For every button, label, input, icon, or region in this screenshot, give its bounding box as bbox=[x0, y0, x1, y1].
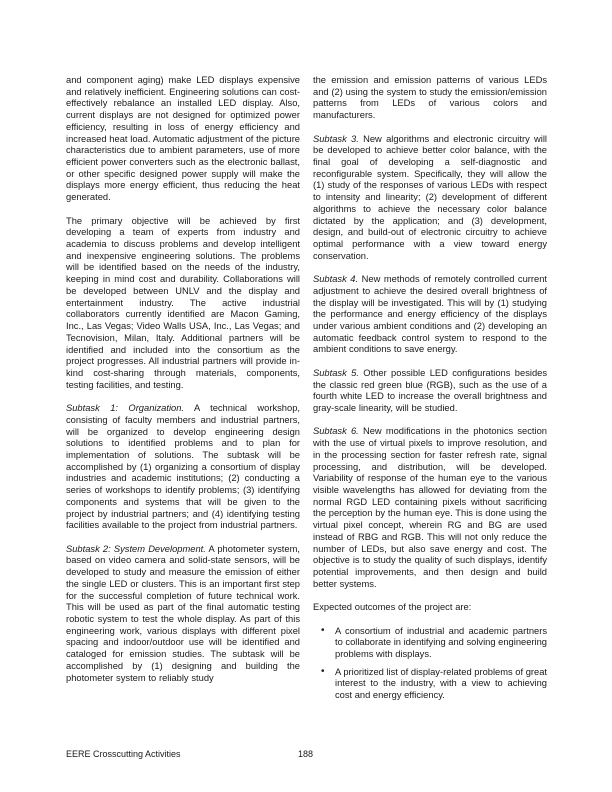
paragraph-body: A photometer system, based on video camera and solid-state sensors, will be developed to study and measure the emission of either the single LED or clusters. This is an important first step for the successful completion of future technical work. This will be used as part of the final automatic testing robotic system to test the whole display. As part of this engineering work, various displays with different pixel spacing and indoor/outdoor use will be identified and cataloged for emission studies. The subtask will be accomplished by (1) designing and building the photometer system to reliably study bbox=[66, 543, 300, 683]
paragraph-subtask-2 bbox=[66, 544, 300, 685]
list-item-text: A prioritized list of display-related problems of great interest to the industry, with a view to achieving cost and energy efficiency. bbox=[335, 666, 547, 700]
list-item bbox=[313, 667, 547, 702]
paragraph-subtask-5 bbox=[313, 368, 547, 415]
paragraph-body: the emission and emission patterns of various LEDs and (2) using the system to study the emission/emission patterns from LEDs of various colors and manufacturers. bbox=[313, 75, 547, 121]
paragraph-body: A technical workshop, consisting of faculty members and industrial partners, will be organized to develop engineering design solutions to identified problems and to plan for implementation of solutions. The subtask will be accomplished by (1) organizing a consortium of display industries and academic institutions; (2) conducting a series of workshops to identify problems; (3) identifying components and systems that will be given to the project by industrial partners; and (4) identifying testing facilities available to the project from industrial partners. bbox=[66, 403, 300, 531]
two-column-body bbox=[66, 75, 547, 715]
paragraph-body: New modifications in the photonics section with the use of virtual pixels to improve resolution, and in the processing section for faster refresh rate, signal processing, and distribution, will be developed. Variability of response of the human eye to the various visible wavelengths has allowed for deviating from the normal RGD LED containing pixels without sacrificing the perception by the human eye. This is done using the virtual pixel concept, wherein RG and BG are used instead of RBG and RGB. This will not only reduce the number of LEDs, but also save energy and cost. The objective is to study the quality of such displays, identify potential improvements, and then design and build better systems. bbox=[313, 426, 547, 589]
paragraph-subtask-4 bbox=[313, 274, 547, 356]
subtask-heading: Subtask 2: System Development. bbox=[66, 543, 206, 554]
bullet-icon: • bbox=[321, 666, 325, 678]
paragraph-body: New algorithms and electronic circuitry will be developed to achieve better color balance, with the final goal of developing a self-diagnostic and reconfigurable system. Specifically, they will allow the (1) study of the responses of various LEDs with respect to intensity and linearity; (2) development of different algorithms to achieve the necessary color balance dictated by the application; and (3) development, design, and build-out of electronic circuitry to achieve optimal performance with a view toward energy conservation. bbox=[313, 133, 547, 261]
paragraph-body: Expected outcomes of the project are: bbox=[313, 602, 472, 613]
paragraph-body: Other possible LED configurations besides the classic red green blue (RGB), such as the use of a fourth white LED to increase the overall brightness and gray-scale linearity, will be studied. bbox=[313, 367, 548, 414]
paragraph-body: New methods of remotely controlled current adjustment to achieve the desired overall brightness of the display will be investigated. This will by (1) studying the performance and energy efficiency of the displays under various ambient conditions and (2) developing an automatic feedback control system to respond to the ambient conditions to save energy. bbox=[313, 274, 547, 355]
paragraph-continued-emission-patterns bbox=[313, 75, 547, 122]
footer-title: EERE Crosscutting Activities bbox=[66, 749, 181, 759]
paragraph-subtask-3 bbox=[313, 134, 547, 263]
expected-outcomes-list bbox=[313, 626, 547, 702]
paragraph-primary-objective bbox=[66, 216, 300, 392]
right-column bbox=[313, 75, 547, 702]
page-footer bbox=[66, 748, 547, 762]
list-item-text: A consortium of industrial and academic partners to collaborate in identifying and solving engineering problems with displays. bbox=[335, 625, 547, 660]
paragraph-subtask-1 bbox=[66, 403, 300, 532]
subtask-heading: Subtask 4. bbox=[313, 274, 359, 285]
subtask-heading: Subtask 5. bbox=[313, 367, 359, 378]
subtask-heading: Subtask 3. bbox=[313, 133, 359, 144]
bullet-icon: • bbox=[321, 625, 325, 637]
left-column bbox=[66, 75, 300, 684]
subtask-heading: Subtask 1: Organization. bbox=[66, 403, 185, 414]
list-item bbox=[313, 626, 547, 661]
paragraph-expected-outcomes-intro bbox=[313, 602, 547, 614]
subtask-heading: Subtask 6. bbox=[313, 426, 359, 437]
page-number: 188 bbox=[298, 749, 314, 759]
paragraph-subtask-6 bbox=[313, 426, 547, 590]
paragraph-body: The primary objective will be achieved by first developing a team of experts from industry and academia to discuss problems and develop intelligent and inexpensive engineering solutions. The problems will be identified based on the needs of the industry, keeping in mind cost and durability. Collaborations will be developed between UNLV and the display and entertainment industry. The active industrial collaborators currently identified are Macon Gaming, Inc., Las Vegas; Video Walls USA, Inc., Las Vegas; and Tecnovision, Milan, Italy. Additional partners will be identified and included into the consortium as the project progresses. All industrial partners will provide in-kind cost-sharing through materials, components, testing facilities, and testing. bbox=[66, 215, 300, 390]
paragraph-body: and component aging) make LED displays expensive and relatively inefficient. Engineering solutions can cost-effectively rebalance an installed LED display. Also, current displays are not designed for optimized power efficiency, resulting in loss of energy efficiency and increased heat load. Automatic adjustment of the picture characteristics due to ambient parameters, use of more efficient power converters such as the electronic ballast, or other specific designed power supply will make the displays more energy efficient, thus reducing the heat generated. bbox=[66, 75, 301, 203]
paragraph-continued-led-displays bbox=[66, 75, 300, 204]
